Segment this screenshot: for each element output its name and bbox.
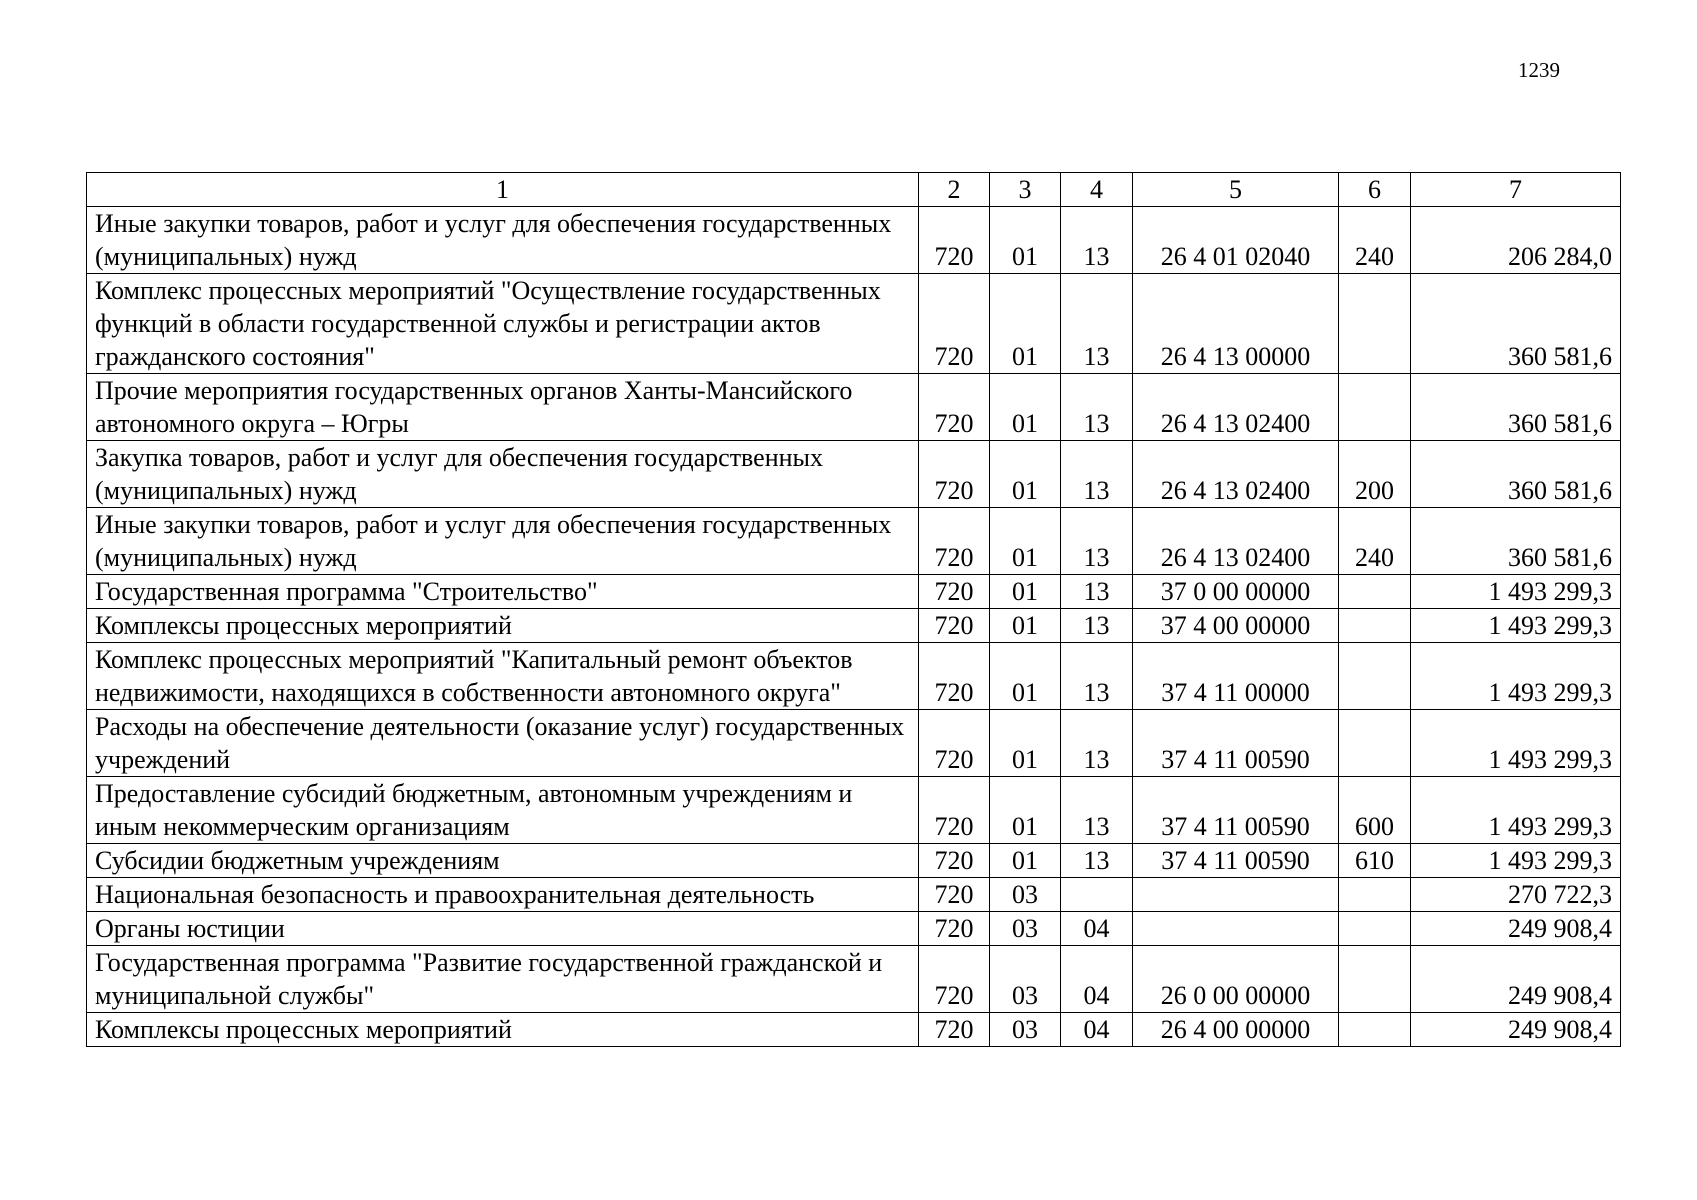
ministry-code: 720	[919, 777, 990, 844]
subsection-code	[1061, 878, 1133, 912]
target-article-code: 37 4 11 00590	[1133, 710, 1339, 777]
ministry-code: 720	[919, 946, 990, 1013]
target-article-code: 37 4 11 00590	[1133, 777, 1339, 844]
amount: 1 493 299,3	[1411, 643, 1621, 710]
table-row	[87, 508, 1621, 575]
section-code: 01	[990, 575, 1061, 609]
subsection-code: 13	[1061, 207, 1133, 274]
section-code: 03	[990, 878, 1061, 912]
table-row	[87, 374, 1621, 441]
column-header-6: 6	[1339, 173, 1411, 207]
amount: 249 908,4	[1411, 946, 1621, 1013]
column-number-row	[87, 173, 1621, 207]
table-row	[87, 441, 1621, 508]
section-code: 01	[990, 777, 1061, 844]
expense-type-code	[1339, 1013, 1411, 1047]
amount: 360 581,6	[1411, 374, 1621, 441]
page-number: 1239	[1518, 58, 1560, 82]
table-row	[87, 878, 1621, 912]
expense-type-code	[1339, 374, 1411, 441]
column-header-4: 4	[1061, 173, 1133, 207]
subsection-code: 04	[1061, 912, 1133, 946]
row-description: Государственная программа "Развитие государственной гражданской и муниципальной службы"	[87, 946, 919, 1013]
subsection-code: 04	[1061, 1013, 1133, 1047]
expense-type-code	[1339, 710, 1411, 777]
ministry-code: 720	[919, 207, 990, 274]
subsection-code: 13	[1061, 710, 1133, 777]
section-code: 01	[990, 609, 1061, 643]
row-description: Закупка товаров, работ и услуг для обеспечения государственных (муниципальных) нужд	[87, 441, 919, 508]
amount: 1 493 299,3	[1411, 777, 1621, 844]
row-description: Иные закупки товаров, работ и услуг для обеспечения государственных (муниципальных) нужд	[87, 207, 919, 274]
amount: 360 581,6	[1411, 274, 1621, 374]
target-article-code: 26 4 01 02040	[1133, 207, 1339, 274]
section-code: 01	[990, 710, 1061, 777]
target-article-code: 26 4 13 02400	[1133, 441, 1339, 508]
column-header-2: 2	[919, 173, 990, 207]
table-row	[87, 844, 1621, 878]
ministry-code: 720	[919, 643, 990, 710]
ministry-code: 720	[919, 1013, 990, 1047]
ministry-code: 720	[919, 441, 990, 508]
amount: 206 284,0	[1411, 207, 1621, 274]
subsection-code: 04	[1061, 946, 1133, 1013]
ministry-code: 720	[919, 878, 990, 912]
amount: 1 493 299,3	[1411, 609, 1621, 643]
column-header-5: 5	[1133, 173, 1339, 207]
section-code: 03	[990, 946, 1061, 1013]
table-row	[87, 609, 1621, 643]
row-description: Органы юстиции	[87, 912, 919, 946]
table-row	[87, 710, 1621, 777]
table-row	[87, 912, 1621, 946]
target-article-code	[1133, 878, 1339, 912]
expense-type-code	[1339, 274, 1411, 374]
column-header-3: 3	[990, 173, 1061, 207]
subsection-code: 13	[1061, 575, 1133, 609]
expense-type-code	[1339, 946, 1411, 1013]
amount: 1 493 299,3	[1411, 710, 1621, 777]
table-row	[87, 207, 1621, 274]
target-article-code: 26 4 13 00000	[1133, 274, 1339, 374]
amount: 249 908,4	[1411, 912, 1621, 946]
expense-type-code: 240	[1339, 508, 1411, 575]
section-code: 01	[990, 207, 1061, 274]
budget-table	[86, 172, 1621, 1047]
row-description: Комплекс процессных мероприятий "Капитальный ремонт объектов недвижимости, находящихся в собственности автономного округа"	[87, 643, 919, 710]
target-article-code: 37 4 11 00590	[1133, 844, 1339, 878]
subsection-code: 13	[1061, 844, 1133, 878]
target-article-code: 26 4 13 02400	[1133, 374, 1339, 441]
table-row	[87, 1013, 1621, 1047]
column-header-1: 1	[87, 173, 919, 207]
table-row	[87, 643, 1621, 710]
ministry-code: 720	[919, 710, 990, 777]
ministry-code: 720	[919, 609, 990, 643]
target-article-code: 37 4 11 00000	[1133, 643, 1339, 710]
row-description: Комплексы процессных мероприятий	[87, 609, 919, 643]
subsection-code: 13	[1061, 777, 1133, 844]
section-code: 01	[990, 374, 1061, 441]
table-row	[87, 274, 1621, 374]
section-code: 01	[990, 844, 1061, 878]
row-description: Комплекс процессных мероприятий "Осуществление государственных функций в области государственной службы и регистрации актов гражданского состояния"	[87, 274, 919, 374]
amount: 1 493 299,3	[1411, 844, 1621, 878]
section-code: 01	[990, 643, 1061, 710]
expense-type-code: 240	[1339, 207, 1411, 274]
ministry-code: 720	[919, 374, 990, 441]
expense-type-code: 600	[1339, 777, 1411, 844]
expense-type-code: 200	[1339, 441, 1411, 508]
table-row	[87, 777, 1621, 844]
subsection-code: 13	[1061, 274, 1133, 374]
row-description: Прочие мероприятия государственных органов Ханты-Мансийского автономного округа – Югры	[87, 374, 919, 441]
subsection-code: 13	[1061, 643, 1133, 710]
target-article-code: 37 4 00 00000	[1133, 609, 1339, 643]
row-description: Расходы на обеспечение деятельности (оказание услуг) государственных учреждений	[87, 710, 919, 777]
ministry-code: 720	[919, 912, 990, 946]
target-article-code: 37 0 00 00000	[1133, 575, 1339, 609]
target-article-code: 26 0 00 00000	[1133, 946, 1339, 1013]
subsection-code: 13	[1061, 609, 1133, 643]
section-code: 03	[990, 912, 1061, 946]
section-code: 03	[990, 1013, 1061, 1047]
target-article-code: 26 4 00 00000	[1133, 1013, 1339, 1047]
expense-type-code	[1339, 878, 1411, 912]
amount: 1 493 299,3	[1411, 575, 1621, 609]
ministry-code: 720	[919, 274, 990, 374]
subsection-code: 13	[1061, 374, 1133, 441]
expense-type-code	[1339, 912, 1411, 946]
section-code: 01	[990, 274, 1061, 374]
row-description: Национальная безопасность и правоохранительная деятельность	[87, 878, 919, 912]
target-article-code	[1133, 912, 1339, 946]
row-description: Государственная программа "Строительство"	[87, 575, 919, 609]
expense-type-code	[1339, 575, 1411, 609]
section-code: 01	[990, 441, 1061, 508]
subsection-code: 13	[1061, 441, 1133, 508]
ministry-code: 720	[919, 575, 990, 609]
table-row	[87, 575, 1621, 609]
row-description: Иные закупки товаров, работ и услуг для обеспечения государственных (муниципальных) нужд	[87, 508, 919, 575]
table-row	[87, 946, 1621, 1013]
amount: 360 581,6	[1411, 441, 1621, 508]
ministry-code: 720	[919, 508, 990, 575]
expense-type-code: 610	[1339, 844, 1411, 878]
row-description: Комплексы процессных мероприятий	[87, 1013, 919, 1047]
row-description: Субсидии бюджетным учреждениям	[87, 844, 919, 878]
amount: 360 581,6	[1411, 508, 1621, 575]
expense-type-code	[1339, 609, 1411, 643]
section-code: 01	[990, 508, 1061, 575]
amount: 270 722,3	[1411, 878, 1621, 912]
subsection-code: 13	[1061, 508, 1133, 575]
expense-type-code	[1339, 643, 1411, 710]
amount: 249 908,4	[1411, 1013, 1621, 1047]
target-article-code: 26 4 13 02400	[1133, 508, 1339, 575]
ministry-code: 720	[919, 844, 990, 878]
row-description: Предоставление субсидий бюджетным, автономным учреждениям и иным некоммерческим организациям	[87, 777, 919, 844]
column-header-7: 7	[1411, 173, 1621, 207]
